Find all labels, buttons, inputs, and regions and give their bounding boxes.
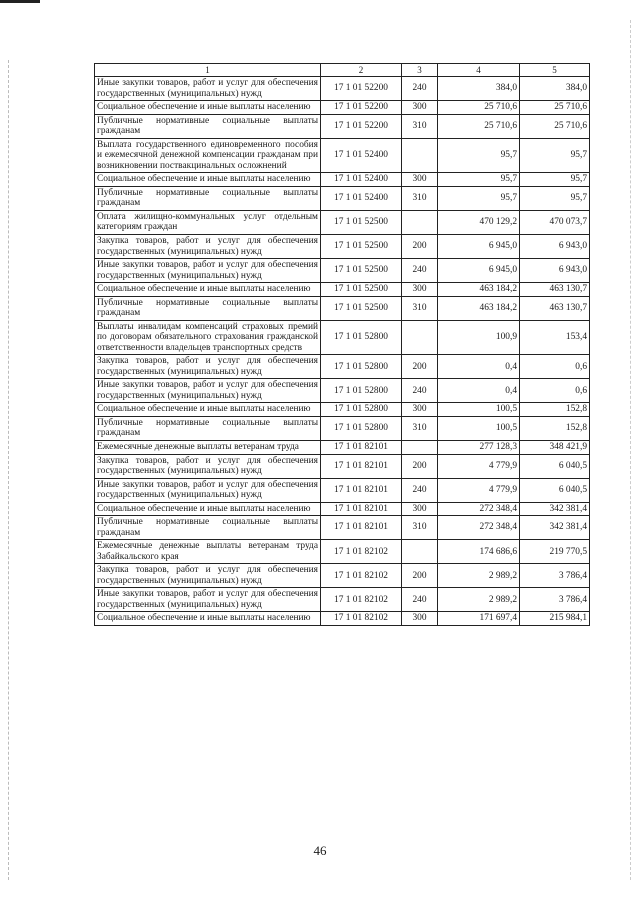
table-header-row xyxy=(95,64,590,77)
amount-2021-cell: 6 040,5 xyxy=(520,478,590,502)
amount-2021-cell: 342 381,4 xyxy=(520,516,590,540)
amount-2021-cell: 95,7 xyxy=(520,173,590,187)
code-cell: 17 1 01 52200 xyxy=(321,77,402,101)
name-cell: Иные закупки товаров, работ и услуг для обеспечения государственных (муниципальных) нужд xyxy=(95,77,321,101)
expense-type-cell: 300 xyxy=(402,612,438,626)
amount-2020-cell: 463 184,2 xyxy=(438,296,520,320)
table-row xyxy=(95,138,590,173)
code-cell: 17 1 01 52800 xyxy=(321,320,402,355)
amount-2020-cell: 463 184,2 xyxy=(438,283,520,297)
column-header: 1 xyxy=(95,64,321,77)
page-number: 46 xyxy=(313,843,327,858)
amount-2020-cell: 174 686,6 xyxy=(438,540,520,564)
amount-2020-cell: 0,4 xyxy=(438,355,520,379)
code-cell: 17 1 01 52500 xyxy=(321,283,402,297)
column-header: 4 xyxy=(438,64,520,77)
code-cell: 17 1 01 52800 xyxy=(321,355,402,379)
amount-2020-cell: 6 945,0 xyxy=(438,234,520,258)
table-row xyxy=(95,186,590,210)
name-cell: Публичные нормативные социальные выплаты гражданам xyxy=(95,186,321,210)
code-cell: 17 1 01 82102 xyxy=(321,612,402,626)
name-cell: Выплаты инвалидам компенсаций страховых премий по договорам обязательного страхования гражданской ответственности владельцев транспортных средств xyxy=(95,320,321,355)
amount-2021-cell: 463 130,7 xyxy=(520,283,590,297)
table-row xyxy=(95,403,590,417)
code-cell: 17 1 01 82102 xyxy=(321,564,402,588)
amount-2021-cell: 3 786,4 xyxy=(520,564,590,588)
code-cell: 17 1 01 82101 xyxy=(321,454,402,478)
name-cell: Закупка товаров, работ и услуг для обеспечения государственных (муниципальных) нужд xyxy=(95,564,321,588)
amount-2021-cell: 215 984,1 xyxy=(520,612,590,626)
amount-2021-cell: 152,8 xyxy=(520,403,590,417)
table-row xyxy=(95,416,590,440)
expense-type-cell xyxy=(402,540,438,564)
amount-2021-cell: 25 710,6 xyxy=(520,114,590,138)
amount-2020-cell: 95,7 xyxy=(438,186,520,210)
name-cell: Социальное обеспечение и иные выплаты населению xyxy=(95,502,321,516)
expense-type-cell xyxy=(402,138,438,173)
amount-2021-cell: 348 421,9 xyxy=(520,441,590,455)
expense-type-cell: 310 xyxy=(402,516,438,540)
name-cell: Социальное обеспечение и иные выплаты населению xyxy=(95,283,321,297)
table-row xyxy=(95,320,590,355)
table-row xyxy=(95,454,590,478)
name-cell: Иные закупки товаров, работ и услуг для обеспечения государственных (муниципальных) нужд xyxy=(95,478,321,502)
code-cell: 17 1 01 52500 xyxy=(321,234,402,258)
code-cell: 17 1 01 52200 xyxy=(321,101,402,115)
name-cell: Иные закупки товаров, работ и услуг для обеспечения государственных (муниципальных) нужд xyxy=(95,259,321,283)
code-cell: 17 1 01 52400 xyxy=(321,138,402,173)
name-cell: Социальное обеспечение и иные выплаты населению xyxy=(95,173,321,187)
name-cell: Закупка товаров, работ и услуг для обеспечения государственных (муниципальных) нужд xyxy=(95,355,321,379)
name-cell: Иные закупки товаров, работ и услуг для обеспечения государственных (муниципальных) нужд xyxy=(95,588,321,612)
code-cell: 17 1 01 52500 xyxy=(321,296,402,320)
code-cell: 17 1 01 82101 xyxy=(321,478,402,502)
table-row xyxy=(95,77,590,101)
expense-type-cell: 310 xyxy=(402,416,438,440)
expense-type-cell: 300 xyxy=(402,502,438,516)
name-cell: Публичные нормативные социальные выплаты гражданам xyxy=(95,296,321,320)
code-cell: 17 1 01 82102 xyxy=(321,588,402,612)
expense-type-cell: 300 xyxy=(402,101,438,115)
amount-2021-cell: 0,6 xyxy=(520,379,590,403)
amount-2020-cell: 470 129,2 xyxy=(438,210,520,234)
amount-2021-cell: 6 040,5 xyxy=(520,454,590,478)
expense-type-cell xyxy=(402,210,438,234)
code-cell: 17 1 01 52800 xyxy=(321,416,402,440)
table-row xyxy=(95,283,590,297)
table-row xyxy=(95,588,590,612)
amount-2020-cell: 100,5 xyxy=(438,403,520,417)
amount-2020-cell: 100,5 xyxy=(438,416,520,440)
name-cell: Оплата жилищно-коммунальных услуг отдельным категориям граждан xyxy=(95,210,321,234)
name-cell: Публичные нормативные социальные выплаты гражданам xyxy=(95,416,321,440)
amount-2021-cell: 342 381,4 xyxy=(520,502,590,516)
table-row xyxy=(95,564,590,588)
column-header: 5 xyxy=(520,64,590,77)
expense-type-cell xyxy=(402,441,438,455)
amount-2020-cell: 100,9 xyxy=(438,320,520,355)
expense-type-cell: 240 xyxy=(402,379,438,403)
amount-2020-cell: 25 710,6 xyxy=(438,114,520,138)
expense-type-cell: 300 xyxy=(402,403,438,417)
name-cell: Закупка товаров, работ и услуг для обеспечения государственных (муниципальных) нужд xyxy=(95,454,321,478)
table-row xyxy=(95,540,590,564)
name-cell: Ежемесячные денежные выплаты ветеранам труда Забайкальского края xyxy=(95,540,321,564)
table-row xyxy=(95,478,590,502)
name-cell: Социальное обеспечение и иные выплаты населению xyxy=(95,612,321,626)
expense-type-cell: 240 xyxy=(402,77,438,101)
table-row xyxy=(95,379,590,403)
scan-right-edge xyxy=(630,20,632,880)
budget-table xyxy=(94,63,590,626)
amount-2021-cell: 0,6 xyxy=(520,355,590,379)
amount-2020-cell: 272 348,4 xyxy=(438,502,520,516)
amount-2020-cell: 95,7 xyxy=(438,173,520,187)
amount-2020-cell: 0,4 xyxy=(438,379,520,403)
code-cell: 17 1 01 82101 xyxy=(321,516,402,540)
amount-2021-cell: 95,7 xyxy=(520,138,590,173)
table-row xyxy=(95,101,590,115)
table-row xyxy=(95,234,590,258)
code-cell: 17 1 01 82101 xyxy=(321,502,402,516)
table-row xyxy=(95,502,590,516)
table-row xyxy=(95,441,590,455)
table-row xyxy=(95,259,590,283)
expense-type-cell: 310 xyxy=(402,296,438,320)
expense-type-cell: 240 xyxy=(402,478,438,502)
code-cell: 17 1 01 82102 xyxy=(321,540,402,564)
amount-2021-cell: 25 710,6 xyxy=(520,101,590,115)
table-body xyxy=(95,77,590,626)
name-cell: Социальное обеспечение и иные выплаты населению xyxy=(95,101,321,115)
amount-2020-cell: 2 989,2 xyxy=(438,564,520,588)
amount-2021-cell: 6 943,0 xyxy=(520,234,590,258)
amount-2021-cell: 6 943,0 xyxy=(520,259,590,283)
amount-2021-cell: 3 786,4 xyxy=(520,588,590,612)
amount-2020-cell: 384,0 xyxy=(438,77,520,101)
expense-type-cell: 200 xyxy=(402,355,438,379)
scan-corner-mark xyxy=(0,0,40,3)
expense-type-cell: 240 xyxy=(402,259,438,283)
table-row xyxy=(95,173,590,187)
expense-type-cell: 300 xyxy=(402,173,438,187)
expense-type-cell: 200 xyxy=(402,564,438,588)
name-cell: Закупка товаров, работ и услуг для обеспечения государственных (муниципальных) нужд xyxy=(95,234,321,258)
scan-left-edge xyxy=(8,60,10,880)
table-row xyxy=(95,210,590,234)
table-row xyxy=(95,114,590,138)
amount-2020-cell: 171 697,4 xyxy=(438,612,520,626)
amount-2020-cell: 277 128,3 xyxy=(438,441,520,455)
table-row xyxy=(95,516,590,540)
name-cell: Публичные нормативные социальные выплаты гражданам xyxy=(95,114,321,138)
code-cell: 17 1 01 52500 xyxy=(321,259,402,283)
amount-2020-cell: 4 779,9 xyxy=(438,478,520,502)
name-cell: Выплата государственного единовременного пособия и ежемесячной денежной компенсации гражданам при возникновении поствакцинальных осложнений xyxy=(95,138,321,173)
amount-2021-cell: 470 073,7 xyxy=(520,210,590,234)
amount-2021-cell: 153,4 xyxy=(520,320,590,355)
code-cell: 17 1 01 52400 xyxy=(321,173,402,187)
amount-2021-cell: 384,0 xyxy=(520,77,590,101)
expense-type-cell: 300 xyxy=(402,283,438,297)
amount-2020-cell: 4 779,9 xyxy=(438,454,520,478)
expense-type-cell xyxy=(402,320,438,355)
code-cell: 17 1 01 52400 xyxy=(321,186,402,210)
column-header: 2 xyxy=(321,64,402,77)
table-row xyxy=(95,296,590,320)
amount-2020-cell: 25 710,6 xyxy=(438,101,520,115)
column-header: 3 xyxy=(402,64,438,77)
code-cell: 17 1 01 52800 xyxy=(321,379,402,403)
amount-2020-cell: 6 945,0 xyxy=(438,259,520,283)
code-cell: 17 1 01 82101 xyxy=(321,441,402,455)
amount-2020-cell: 2 989,2 xyxy=(438,588,520,612)
expense-type-cell: 240 xyxy=(402,588,438,612)
amount-2020-cell: 95,7 xyxy=(438,138,520,173)
amount-2020-cell: 272 348,4 xyxy=(438,516,520,540)
amount-2021-cell: 95,7 xyxy=(520,186,590,210)
amount-2021-cell: 219 770,5 xyxy=(520,540,590,564)
expense-type-cell: 200 xyxy=(402,454,438,478)
expense-type-cell: 310 xyxy=(402,114,438,138)
amount-2021-cell: 152,8 xyxy=(520,416,590,440)
table-row xyxy=(95,612,590,626)
name-cell: Публичные нормативные социальные выплаты гражданам xyxy=(95,516,321,540)
code-cell: 17 1 01 52800 xyxy=(321,403,402,417)
expense-type-cell: 310 xyxy=(402,186,438,210)
code-cell: 17 1 01 52200 xyxy=(321,114,402,138)
code-cell: 17 1 01 52500 xyxy=(321,210,402,234)
amount-2021-cell: 463 130,7 xyxy=(520,296,590,320)
name-cell: Социальное обеспечение и иные выплаты населению xyxy=(95,403,321,417)
expense-type-cell: 200 xyxy=(402,234,438,258)
name-cell: Ежемесячные денежные выплаты ветеранам труда xyxy=(95,441,321,455)
table-row xyxy=(95,355,590,379)
name-cell: Иные закупки товаров, работ и услуг для обеспечения государственных (муниципальных) нужд xyxy=(95,379,321,403)
